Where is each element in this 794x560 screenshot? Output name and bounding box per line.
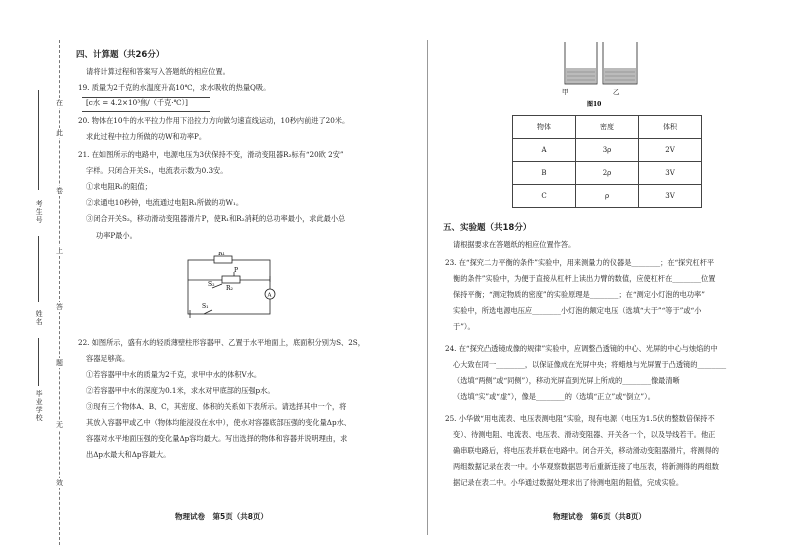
page-divider: [427, 40, 428, 535]
q25-text-2: 变）、待测电阻、电流表、电压表、滑动变阻器、开关各一个，以及导线若干。他正: [453, 430, 716, 439]
q24-text-3: （选填“两侧”或“同侧”），移动光屏直到光屏上所成的________像最清晰: [453, 376, 680, 385]
right-page: [435, 0, 790, 560]
q25-text: 25. 小华做“用电流表、电压表测电阻”实验，现有电源（电压为1.5伏的整数倍保持不: [445, 414, 715, 423]
q22-part3-c: 容器对水平地面压强的变化量Δp容均最大。写出选择的物体和容器并说明理由，求: [86, 434, 348, 443]
table-header: 体积: [639, 116, 702, 139]
table-cell: 3V: [639, 162, 702, 185]
table-row: [513, 185, 702, 208]
table-header: 密度: [576, 116, 639, 139]
table-row: [513, 162, 702, 185]
q24-text-2: 心大致在同一________，以保证像成在光屏中央；将蜡烛与光屏置于凸透镜的________: [453, 360, 727, 369]
q22-part3-d: 出Δp水最大和Δp容最大。: [86, 450, 171, 459]
q23-text-5: 于”）。: [453, 322, 475, 331]
figure-caption: 图10: [587, 101, 602, 108]
table-header-row: [513, 116, 702, 139]
q23-text-3: 保持平衡；“测定物质的密度”的实验原理是________；在“测定小灯泡的电功率”: [453, 290, 705, 299]
q25-text-5: 据记录在表二中。小华通过数据处理求出了待测电阻的阻值，完成实验。: [453, 478, 684, 487]
binding-line: [59, 40, 60, 545]
object-table: [512, 115, 702, 208]
q21-part1: ①求电阻R₁的阻值；: [86, 182, 152, 191]
q25-text-3: 确串联电路后，将电压表并联在电路中。闭合开关，移动滑动变阻器滑片，将测得的: [453, 446, 719, 455]
circuit-label-s1: S₁: [202, 303, 209, 310]
q22-part3: ③现有三个物体A、B、C，其密度、体积的关系如下表所示。请选择其中一个，将: [86, 402, 347, 411]
binding-char: 效: [56, 479, 63, 487]
binding-char: 答: [56, 303, 63, 311]
q24-text: 24. 在“探究凸透镜成像的规律”实验中，应调整凸透镜的中心、光屏的中心与烛焰的中: [445, 344, 718, 353]
container-label-jia: 甲: [562, 88, 569, 96]
q22-part1: ①若容器甲中水的质量为2千克，求甲中水的体积V水。: [86, 370, 262, 379]
school-line: [38, 338, 39, 386]
left-page: [72, 0, 422, 560]
q22-part3-b: 其放入容器甲或乙中（物体均能浸没在水中），使水对容器底部压强的变化量Δp水、: [86, 418, 351, 427]
table-cell: A: [513, 139, 576, 162]
q23-text-4: 实验中，所选电源电压应________小灯泡的额定电压（选填“大于”“等于”或“小: [453, 306, 702, 315]
examinee-id-line: [38, 90, 39, 190]
circuit-label-s2: S₂: [208, 281, 215, 288]
table-cell: 2V: [639, 139, 702, 162]
q23-text-2: 衡的条件”实验中，为便于直接从杠杆上读出力臂的数值，应使杠杆在________位置: [453, 274, 716, 283]
q19-constant-box: [82, 97, 210, 112]
section-title-exp: 五、实验题（共18分）: [443, 223, 532, 233]
q22-text-2: 容器足够高。: [86, 354, 130, 363]
circuit-label-r1: R₁: [218, 252, 225, 257]
binding-char: 在: [56, 99, 63, 107]
q25-text-4: 两组数据记录在表一中。小华观察数据思考后重新连接了电压表，将新测得的两组数: [453, 462, 719, 471]
binding-margin: [0, 0, 70, 560]
container-label-yi: 乙: [613, 88, 620, 96]
binding-char: 题: [56, 359, 63, 367]
table-row: [513, 139, 702, 162]
q21-text: 21. 在如图所示的电路中，电源电压为3伏保持不变，滑动变阻器R₂标有“20欧 2安”: [78, 150, 344, 159]
table-cell: C: [513, 185, 576, 208]
table-cell: 3V: [639, 185, 702, 208]
q22-text: 22. 如图所示，盛有水的轻质薄壁柱形容器甲、乙置于水平地面上，底面积分别为S、2S，: [78, 338, 365, 347]
q20-text: 20. 物体在10牛的水平拉力作用下沿拉力方向做匀速直线运动，10秒内前进了20米。: [78, 116, 350, 125]
table-cell: 3ρ: [576, 139, 639, 162]
q21-text-2: 字样。只闭合开关S₁，电流表示数为0.3安。: [86, 166, 228, 175]
name-line: [38, 236, 39, 302]
table-header: 物体: [513, 116, 576, 139]
q24-text-4: （选填“实”或“虚”），像是________的（选填“正立”或“倒立”）。: [453, 392, 655, 401]
table-cell: B: [513, 162, 576, 185]
name-label: 姓名: [35, 310, 44, 326]
binding-char: 卷: [56, 187, 63, 195]
table-cell: ρ: [576, 185, 639, 208]
ammeter-label: A: [267, 292, 272, 299]
section-note: 请将计算过程和答案写入答题纸的相应位置。: [86, 67, 230, 76]
section-note-exp: 请根据要求在答题纸的相应位置作答。: [453, 240, 576, 249]
q21-part3: ③闭合开关S₂，移动滑动变阻器滑片P，使R₁和R₂消耗的总功率最小，求此最小总: [86, 214, 346, 223]
containers-figure: [555, 40, 645, 110]
q19-text: 19. 质量为2千克的水温度升高10℃，求水吸收的热量Q吸。: [78, 83, 271, 92]
circuit-label-p: P: [234, 267, 239, 274]
binding-char: 上: [56, 247, 63, 255]
q21-part3-cont: 功率P最小。: [96, 231, 137, 240]
binding-char: 无: [56, 421, 63, 429]
q21-part2: ②求通电10秒钟，电流通过电阻R₁所做的功W₁。: [86, 198, 244, 207]
footer-page-6: 物理试卷 第6页（共8页）: [553, 512, 646, 521]
school-label: 毕业学校: [35, 390, 44, 422]
footer-page-5: 物理试卷 第5页（共8页）: [175, 512, 268, 521]
section-title-calc: 四、计算题（共26分）: [76, 50, 165, 60]
q19-constant: [c水 = 4.2×10³焦/（千克·℃）]: [86, 98, 188, 107]
q23-text: 23. 在“探究二力平衡的条件”实验中，用来测量力的仪器是________；在“探究杠杆平: [445, 258, 715, 267]
circuit-label-r2: R₂: [226, 285, 233, 292]
table-cell: 2ρ: [576, 162, 639, 185]
q20-text-2: 求此过程中拉力所做的功W和功率P。: [86, 132, 207, 141]
q22-part2: ②若容器甲中水的深度为0.1米，求水对甲底部的压强p水。: [86, 386, 275, 395]
examinee-id-label: 考生号: [35, 200, 44, 224]
circuit-diagram: [182, 252, 292, 322]
binding-char: 此: [56, 129, 63, 137]
